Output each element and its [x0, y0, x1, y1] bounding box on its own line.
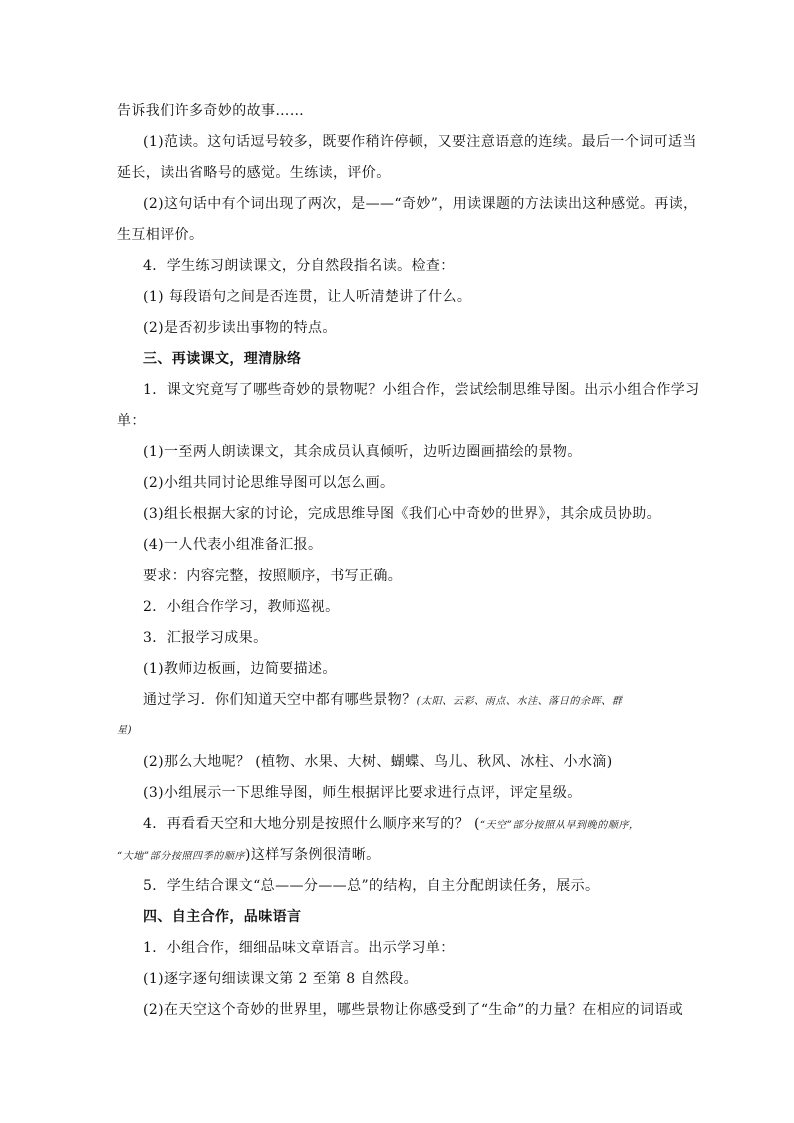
text-line-17: 2．小组合作学习，教师巡视。 — [143, 599, 340, 615]
order-question: 4．再看看天空和大地分别是按照什么顺序来写的？ ( — [143, 816, 480, 832]
text-line-4: (2)这句话中有个词出现了两次，是——“奇妙”，用读课题的方法读出这种感觉。再读， — [143, 196, 698, 212]
text-line-24 — [143, 813, 640, 835]
text-line-22: (2)那么大地呢？ (植物、水果、大树、蝴蝶、鸟儿、秋风、冰柱、小水滴) — [143, 754, 613, 770]
order-conclusion: )这样写条例很清晰。 — [245, 847, 381, 863]
section-heading-3: 三、再读课文，理清脉络 — [143, 351, 302, 367]
text-line-16: 要求：内容完整，按照顺序，书写正确。 — [143, 568, 403, 584]
text-line-6: 4．学生练习朗读课文，分自然段指名读。检查： — [143, 258, 455, 274]
text-line-20 — [143, 689, 623, 711]
text-line-3: 延长，读出省略号的感觉。生练读，评价。 — [117, 165, 391, 181]
text-line-26: 5．学生结合课文“总——分——总”的结构，自主分配朗读任务，展示。 — [143, 878, 600, 894]
text-line-30: (2)在天空这个奇妙的世界里，哪些景物让你感受到了“生命”的力量？在相应的词语或 — [143, 1002, 684, 1018]
text-line-28: 1．小组合作，细细品味文章语言。出示学习单： — [143, 940, 455, 956]
question-text: 通过学习．你们知道天空中都有哪些景物？ — [143, 692, 417, 708]
text-line-13: (2)小组共同讨论思维导图可以怎么画。 — [143, 475, 395, 491]
text-line-18: 3．汇报学习成果。 — [143, 630, 268, 646]
text-line-25 — [117, 844, 381, 866]
answer-note: (太阳、云彩、雨点、水洼、落日的余晖、群 — [416, 696, 623, 707]
text-line-19: (1)教师边板画，边简要描述。 — [143, 661, 337, 677]
text-line-11: 单： — [117, 413, 146, 429]
text-line-29: (1)逐字逐句细读课文第 2 至第 8 自然段。 — [143, 971, 419, 987]
order-note-earth: “大地”部分按照四季的顺序 — [117, 851, 246, 862]
text-line-10: 1．课文究竟写了哪些奇妙的景物呢？小组合作，尝试绘制思维导图。出示小组合作学习 — [143, 382, 700, 398]
section-heading-4: 四、自主合作，品味语言 — [143, 909, 302, 925]
text-line-5: 生互相评价。 — [117, 227, 204, 243]
text-line-8: (2)是否初步读出事物的特点。 — [143, 320, 337, 336]
text-line-23: (3)小组展示一下思维导图，师生根据评比要求进行点评，评定星级。 — [143, 785, 582, 801]
text-line-2: (1)范读。这句话逗号较多，既要作稍许停顿，又要注意语意的连续。最后一个词可适当 — [143, 134, 697, 150]
text-line-21: 星) — [117, 725, 133, 736]
text-line-14: (3)组长根据大家的讨论，完成思维导图《我们心中奇妙的世界》，其余成员协助。 — [143, 506, 662, 522]
text-line-1: 告诉我们许多奇妙的故事…… — [117, 103, 305, 119]
text-line-12: (1)一至两人朗读课文，其余成员认真倾听，边听边圈画描绘的景物。 — [143, 444, 582, 460]
order-note-sky: “天空”部分按照从早到晚的顺序， — [479, 820, 640, 831]
text-line-15: (4)一人代表小组准备汇报。 — [143, 537, 323, 553]
text-line-7: (1) 每段语句之间是否连贯，让人听清楚讲了什么。 — [143, 289, 472, 305]
